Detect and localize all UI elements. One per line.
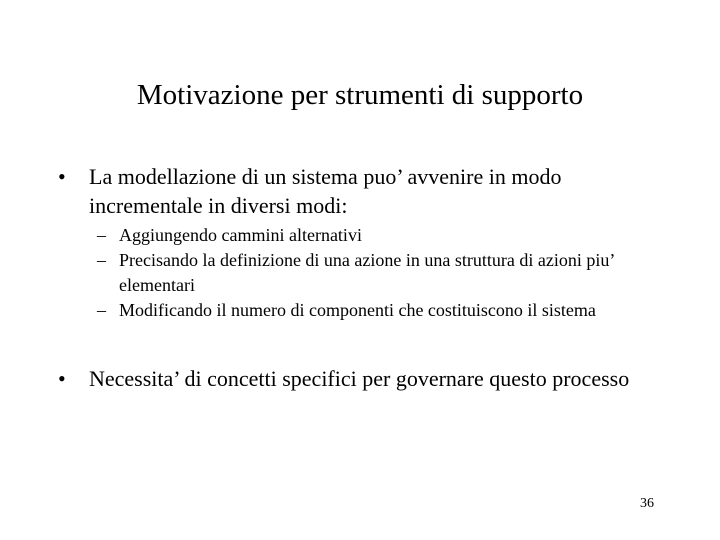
dash-marker: –: [97, 300, 106, 320]
dash-marker: –: [97, 250, 106, 270]
bullet-text: Necessita’ di concetti specifici per governare questo processo: [89, 366, 630, 391]
page-number: 36: [640, 496, 654, 511]
bullet-text: La modellazione di un sistema puo’ avvenire in modo incrementale in diversi modi:: [89, 164, 562, 218]
dash-marker: –: [97, 225, 106, 245]
sub-bullet-item: [97, 248, 677, 298]
slide-title: Motivazione per strumenti di supporto: [136, 79, 584, 111]
sub-bullet-list: [97, 223, 677, 323]
sub-bullet-item: [97, 223, 677, 248]
sub-bullet-item: [97, 298, 677, 323]
bullet-item: [58, 364, 658, 393]
bullet-item: [58, 162, 658, 220]
sub-bullet-text: Modificando il numero di componenti che costituiscono il sistema: [119, 300, 596, 320]
bullet-marker: •: [58, 164, 66, 189]
sub-bullet-text: Aggiungendo cammini alternativi: [119, 225, 362, 245]
sub-bullet-text: Precisando la definizione di una azione in una struttura di azioni piu’ elementari: [119, 250, 615, 295]
bullet-marker: •: [58, 366, 66, 391]
